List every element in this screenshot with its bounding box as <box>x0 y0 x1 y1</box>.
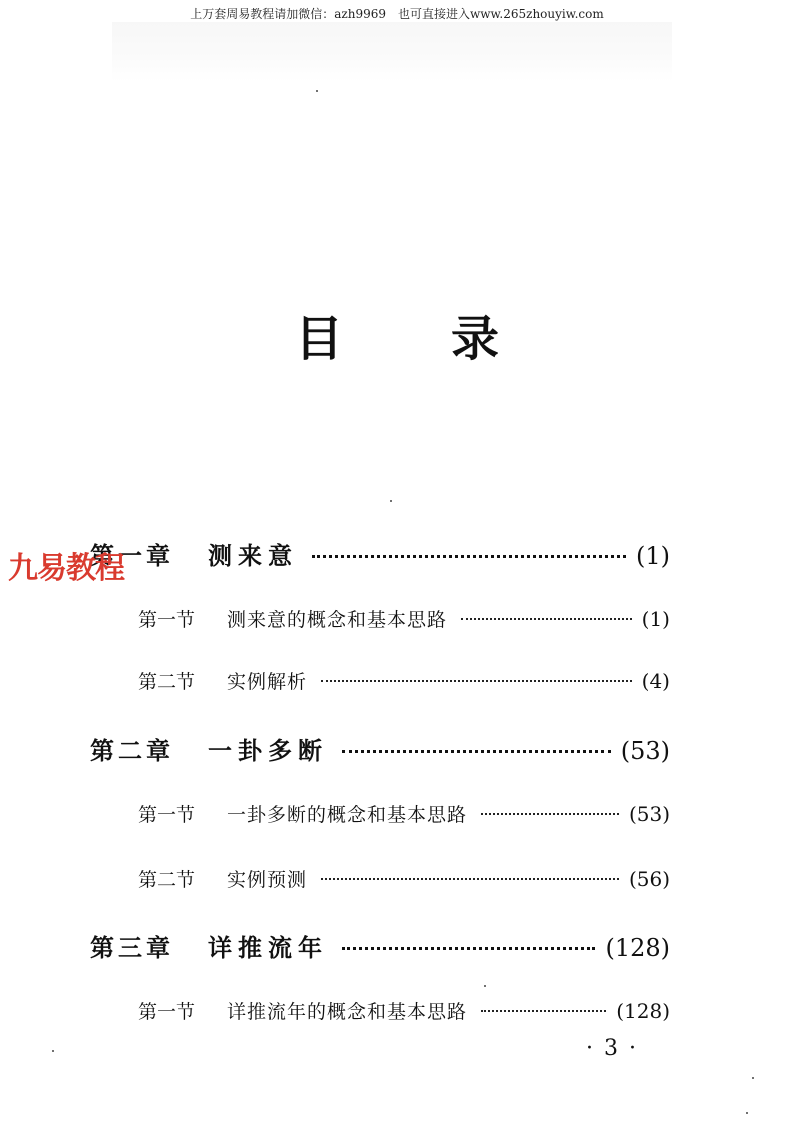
toc-page-ref: (1) <box>641 607 670 631</box>
toc-chapter-title: 测来意 <box>208 542 298 570</box>
toc-chapter-1[interactable] <box>90 536 670 571</box>
toc-page-ref: (1) <box>636 542 670 570</box>
toc-chapter-3[interactable] <box>90 928 670 963</box>
dot-leader <box>481 813 619 815</box>
toc-section-1-1[interactable] <box>138 605 670 632</box>
toc-page-ref: (56) <box>628 867 670 891</box>
title-char-2: 录 <box>451 311 500 367</box>
toc-section-title: 测来意的概念和基本思路 <box>227 609 448 631</box>
dot-leader <box>321 680 632 682</box>
scan-speck <box>484 985 486 987</box>
dot-leader <box>342 947 595 950</box>
scan-speck <box>316 90 318 92</box>
dot-leader <box>461 618 632 620</box>
toc-section-1-2[interactable] <box>138 667 670 694</box>
page-number: · 3 · <box>586 1036 638 1061</box>
toc-page-ref: (53) <box>620 737 670 765</box>
toc-section-title: 一卦多断的概念和基本思路 <box>227 804 468 826</box>
toc-section-number: 第一节 <box>138 804 196 826</box>
toc-section-title: 详推流年的概念和基本思路 <box>227 1001 468 1023</box>
dot-leader <box>312 555 626 558</box>
dot-leader <box>321 878 619 880</box>
dot-leader <box>481 1010 606 1012</box>
toc-chapter-title: 一卦多断 <box>208 737 328 765</box>
toc-chapter-title: 详推流年 <box>208 934 328 962</box>
scan-speck <box>752 1077 754 1079</box>
watermark: 九易教程 <box>8 551 124 586</box>
toc-section-number: 第二节 <box>138 869 196 891</box>
scan-speck <box>52 1050 54 1052</box>
toc-section-number: 第二节 <box>138 671 196 693</box>
toc-page-ref: (128) <box>616 999 670 1023</box>
toc-section-2-1[interactable] <box>138 800 670 827</box>
toc-section-2-2[interactable] <box>138 865 670 892</box>
toc-chapter-number: 第三章 <box>90 934 174 962</box>
toc-page-ref: (128) <box>605 934 670 962</box>
toc-page-ref: (4) <box>641 669 670 693</box>
toc-page-ref: (53) <box>628 802 670 826</box>
toc-chapter-number: 第二章 <box>90 737 174 765</box>
toc-section-number: 第一节 <box>138 609 196 631</box>
toc-section-3-1[interactable] <box>138 997 670 1024</box>
toc-section-number: 第一节 <box>138 1001 196 1023</box>
scan-speck <box>390 500 392 502</box>
toc-chapter-2[interactable] <box>90 731 670 766</box>
toc-section-title: 实例预测 <box>227 869 308 891</box>
dot-leader <box>342 750 611 753</box>
toc-section-title: 实例解析 <box>227 671 308 693</box>
toc-chapter-number: 第一章 <box>90 542 174 570</box>
title-char-1: 目 <box>294 311 343 367</box>
scan-speck <box>746 1112 748 1114</box>
header-note: 上万套周易教程请加微信：azh9969 也可直接进入www.265zhouyiw.com <box>190 7 604 21</box>
